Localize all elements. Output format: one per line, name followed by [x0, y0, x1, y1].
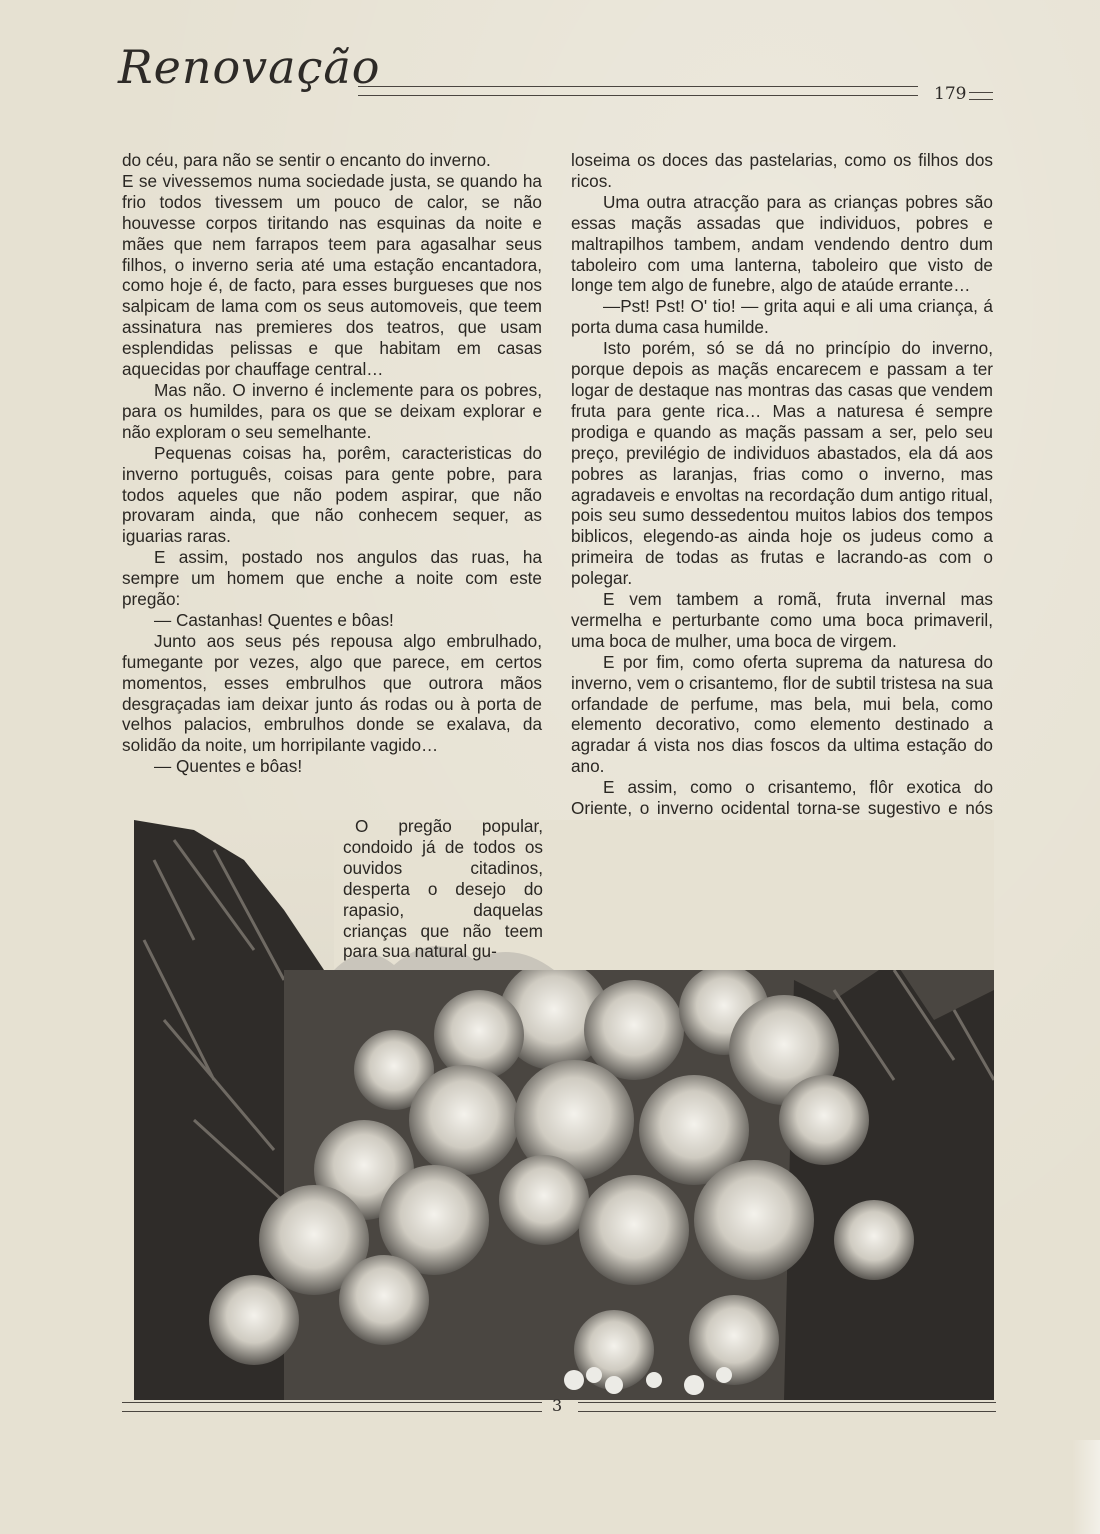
- right-column-paragraph: E assim, como o crisantemo, flôr exotica do Oriente, o inverno ocidental torna-se sugestivo e nós: [571, 777, 993, 819]
- page-number: 179: [934, 84, 967, 104]
- footer-rule-left: [122, 1402, 542, 1412]
- page-number-rule: [969, 92, 993, 100]
- footer-number: 3: [552, 1396, 563, 1415]
- right-column-paragraph: Uma outra atracção para as crianças pobres são essas maçãs assadas que individuos, pobres e maltrapilhos tambem, andam vendendo dentro dum taboleiro com uma lanterna, taboleiro que visto de longe tem algo de funebre, algo de ataúde errante…: [571, 191, 993, 296]
- left-column-paragraph: E assim, postado nos angulos das ruas, ha sempre um homem que enche a noite com este pregão:: [122, 547, 542, 610]
- left-column-paragraph: — Quentes e bôas!: [154, 756, 303, 777]
- masthead-logo: Renovação: [118, 40, 381, 94]
- left-column-paragraph: E se vivessemos numa sociedade justa, se quando ha frio todos tivessem um pouco de calor, se não houvesse corpos tiritando nas esquinas da noite e mães que nem farrapos teem para agasalhar seus filhos, o inverno seria até uma estação encantadora, como hoje é, de facto, para esses burgueses que nos salpicam de lama com os seus automoveis, que teem assinatura nas premieres dos teatros, que usam esplendidas pelissas e que habitam em casas aquecidas por chauffage central…: [122, 170, 542, 380]
- masthead-rule: [358, 86, 918, 96]
- left-column-paragraph: do céu, para não se sentir o encanto do inverno.: [122, 150, 491, 170]
- right-column-paragraph: E por fim, como oferta suprema da naturesa do inverno, vem o crisantemo, flor de subtil tristesa na sua orfandade de perfume, mas bela, mui bela, como elemento decorativo, como elemento destinado a agradar á vista nos dias foscos da ultima estação do ano.: [571, 651, 993, 777]
- left-column: [122, 150, 542, 777]
- left-column-paragraph: Pequenas coisas ha, porêm, caracteristicas do inverno português, coisas para gente pobre, para todos aqueles que não podem aspirar, que não provaram ainda, que não conhecem sequer, as iguarias raras.: [122, 442, 542, 547]
- chrysanthemum-photo: [134, 820, 994, 1400]
- right-column-paragraph: Isto porém, só se dá no princípio do inverno, porque depois as maçãs encarecem e passam a ter logar de destaque nas montras das casas que vendem fruta para gente rica… Mas a naturesa é sempre prodiga e quando as maçãs passam a ser, pelo seu preço, previlégio de individuos abastados, ela dá aos pobres as laranjas, frias como o inverno, mas agradaveis e envoltas na recordação dum antigo ritual, pois seu sumo dessedentou muitos labios dos tempos biblicos, elegendo-as ainda hoje os judeus como a primeira de todas as frutas e lacrando-as com o polegar.: [571, 338, 993, 589]
- left-column-paragraph: Mas não. O inverno é inclemente para os pobres, para os humildes, para os que se deixam explorar e não exploram o seu semelhante.: [122, 379, 542, 442]
- footer-rule-right: [578, 1402, 996, 1412]
- photo-caption-text: O pregão popular, condoido já de todos os ouvidos citadinos, desperta o desejo do rapasio, daquelas crianças que não teem para sua natural gu-: [343, 816, 543, 962]
- right-column-paragraph: E vem tambem a romã, fruta invernal mas vermelha e perturbante como uma boca primaveril, uma boca de mulher, uma boca de virgem.: [571, 589, 993, 651]
- left-column-paragraph: — Castanhas! Quentes e bôas!: [154, 609, 394, 630]
- photo-caption: [343, 816, 543, 962]
- left-column-paragraph: Junto aos seus pés repousa algo embrulhado, fumegante por vezes, algo que parece, em certos momentos, esses embrulhos que outrora mãos desgraçadas iam deixar junto ás rodas ou à porta de velhos palacios, embrulhos donde se exalava, da solidão da noite, um horripilante vagido…: [122, 630, 542, 756]
- chrysanthemum-photo-image: [134, 820, 994, 1400]
- right-column-paragraph: loseima os doces das pastelarias, como os filhos dos ricos.: [571, 150, 993, 191]
- right-column-paragraph: —Pst! Pst! O' tio! — grita aqui e ali uma criança, á porta duma casa humilde.: [571, 296, 993, 338]
- page-fold: [1072, 1440, 1100, 1534]
- right-column: [571, 150, 993, 882]
